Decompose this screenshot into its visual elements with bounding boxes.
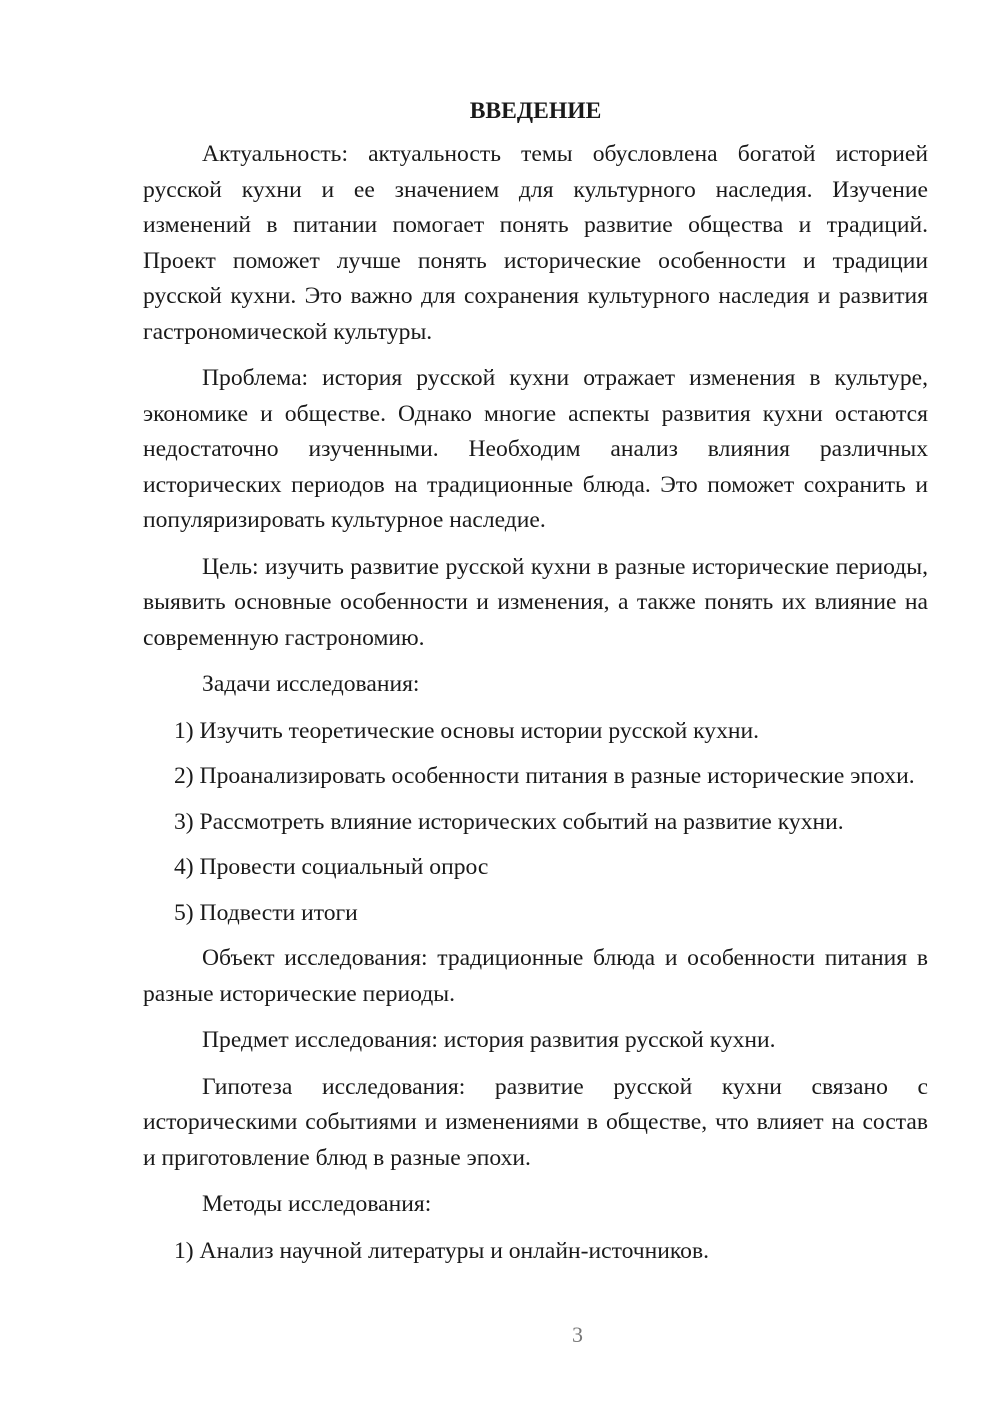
task-item-2: 2) Проанализировать особенности питания в разные исторические эпохи. (174, 763, 915, 789)
methods-heading: Методы исследования: (202, 1191, 432, 1217)
problem-paragraph: Проблема: история русской кухни отражает изменения в культуре, экономике и обществе. Однако многие аспекты развития кухни остаются недостаточно изученными. Необходим анализ влияния различных исторических периодов на традиционные блюда. Это поможет сохранить и популяризировать культурное наследие. (143, 365, 928, 533)
task-item-3: 3) Рассмотреть влияние исторических событий на развитие кухни. (174, 808, 844, 835)
page-number: 3 (572, 1322, 583, 1347)
tasks-heading: Задачи исследования: (202, 671, 420, 697)
goal-paragraph: Цель: изучить развитие русской кухни в разные исторические периоды, выявить основные особенности и изменения, а также понять их влияние на современную гастрономию. (143, 553, 928, 651)
object-paragraph: Объект исследования: традиционные блюда и особенности питания в разные исторические периоды. (143, 945, 928, 1007)
method-item-1: 1) Анализ научной литературы и онлайн-источников. (174, 1237, 710, 1264)
relevance-paragraph: Актуальность: актуальность темы обусловлена богатой историей русской кухни и ее значением для культурного наследия. Изучение изменений в питании помогает понять развитие общества и традиций. Проект поможет лучше понять исторические особенности и традиции русской кухни. Это важно для сохранения культурного наследия и развития гастрономической культуры. (143, 141, 928, 345)
document-body (143, 94, 928, 1279)
section-title: ВВЕДЕНИЕ (469, 98, 602, 124)
task-item-5: 5) Подвести итоги (174, 899, 358, 926)
hypothesis-paragraph: Гипотеза исследования: развитие русской кухни связано с историческими событиями и изменениями в обществе, что влияет на состав и приготовление блюд в разные эпохи. (143, 1073, 928, 1171)
task-item-4: 4) Провести социальный опрос (174, 854, 489, 880)
task-item-1: 1) Изучить теоретические основы истории русской кухни. (174, 717, 760, 744)
subject-paragraph: Предмет исследования: история развития русской кухни. (202, 1027, 776, 1053)
